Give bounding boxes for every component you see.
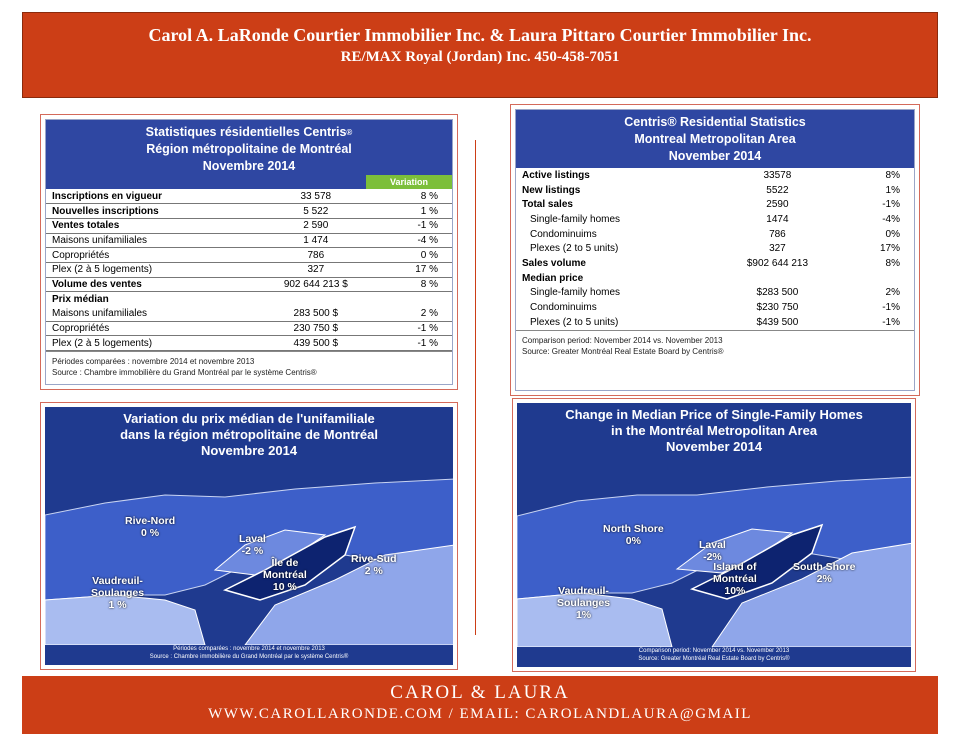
- row-change: -4 %: [380, 233, 452, 248]
- stats-period-fr: Novembre 2014: [202, 159, 296, 173]
- stats-table-en: [516, 168, 914, 330]
- table-row: [516, 286, 914, 301]
- stats-note-source-en: Source: Greater Montréal Real Estate Board by Centris®: [522, 346, 724, 356]
- stats-note-source-fr: Source : Chambre immobilière du Grand Montréal par le système Centris®: [52, 368, 317, 378]
- header-subtitle: RE/MAX Royal (Jordan) Inc. 450-458-7051: [340, 49, 620, 65]
- row-value: 2590: [766, 199, 789, 211]
- stats-subtitle-en: Montreal Metropolitan Area: [634, 132, 796, 146]
- row-value: 786: [252, 248, 380, 263]
- table-row: [516, 212, 914, 227]
- rive-sud-name: Rive-Sud: [351, 553, 397, 565]
- ile-name-line2: Montréal: [263, 569, 307, 581]
- table-row: [46, 307, 452, 322]
- row-label: Median price: [522, 272, 584, 284]
- row-value: 33578: [763, 169, 792, 181]
- divider: [475, 140, 476, 635]
- row-change: 2 %: [380, 307, 452, 322]
- row-label: Plex (2 à 5 logements): [46, 336, 252, 351]
- table-row: [46, 277, 452, 292]
- row-label: Volume des ventes: [46, 277, 252, 292]
- row-label: Plex (2 à 5 logements): [46, 262, 252, 277]
- table-row: [46, 292, 452, 307]
- row-value: 902 644 213 $: [252, 277, 380, 292]
- stats-header-fr: [46, 120, 452, 189]
- row-change: 8%: [885, 257, 900, 269]
- laval-name-en: Laval: [699, 539, 726, 551]
- row-label: Single-family homes: [530, 213, 621, 225]
- row-change: -1 %: [380, 321, 452, 336]
- laval-name: Laval: [239, 533, 266, 545]
- table-row: [516, 271, 914, 286]
- row-value: 786: [769, 228, 786, 240]
- rive-nord-name: Rive-Nord: [125, 515, 176, 527]
- map-panel-en: [512, 398, 916, 672]
- laval-label-en: [699, 539, 726, 563]
- stats-panel-fr: [40, 114, 458, 390]
- row-label: Condominuims: [530, 302, 597, 314]
- map-note-en-source: Source: Greater Montréal Real Estate Board by Centris®: [638, 656, 790, 662]
- footer-names: CAROL & LAURA: [390, 682, 570, 703]
- row-change: [843, 271, 914, 286]
- row-label: Copropriétés: [46, 321, 252, 336]
- variation-label: Variation: [366, 175, 452, 189]
- vaudreuil-label: [91, 575, 144, 611]
- table-row: [516, 183, 914, 198]
- row-label: Copropriétés: [46, 248, 252, 263]
- row-label: Ventes totales: [46, 218, 252, 233]
- vaud-name-line1-en: Vaudreuil-: [558, 585, 609, 597]
- header-title: Carol A. LaRonde Courtier Immobilier Inc. & Laura Pittaro Courtier Immobilier Inc.: [148, 25, 812, 45]
- row-value: 2 590: [252, 218, 380, 233]
- page-footer: [22, 676, 938, 734]
- row-label: Prix médian: [52, 293, 109, 305]
- south-shore-label: [793, 561, 855, 585]
- row-change: -1 %: [380, 218, 452, 233]
- vaud-name-line2: Soulanges: [91, 587, 145, 599]
- map-note-fr-source: Source : Chambre immobilière du Grand Montréal par le système Centris®: [149, 654, 349, 660]
- row-label: Maisons unifamiliales: [46, 307, 252, 322]
- row-change: -1%: [882, 199, 900, 211]
- map-title-fr-line3: Novembre 2014: [200, 443, 298, 458]
- map-note-fr-period: Périodes comparées : novembre 2014 et novembre 2013: [173, 646, 325, 652]
- table-row: [516, 256, 914, 271]
- map-panel-fr: [40, 402, 458, 670]
- row-label: Inscriptions en vigueur: [46, 189, 252, 204]
- map-note-en: [517, 647, 911, 663]
- row-change: 8%: [885, 169, 900, 181]
- row-value: $230 750: [756, 302, 799, 314]
- row-value: $439 500: [756, 316, 799, 328]
- table-row: [46, 189, 452, 204]
- map-title-fr-line1: Variation du prix médian de l'unifamiliale: [123, 411, 375, 426]
- north-pct: 0%: [625, 535, 641, 547]
- table-row: [46, 204, 452, 219]
- south-name: South Shore: [793, 561, 856, 573]
- ile-montreal-label: [263, 557, 307, 593]
- row-change: 17 %: [380, 262, 452, 277]
- row-change: -4%: [882, 213, 900, 225]
- row-value: 327: [252, 262, 380, 277]
- row-value: 33 578: [252, 189, 380, 204]
- row-change: 2%: [885, 287, 900, 299]
- north-shore-label: [603, 523, 664, 547]
- rive-nord-label: [125, 515, 175, 539]
- stats-note-fr: [46, 351, 452, 378]
- stats-note-period-fr: Périodes comparées : novembre 2014 et novembre 2013: [52, 357, 255, 367]
- rive-nord-pct: 0 %: [141, 527, 160, 539]
- row-value: 439 500 $: [252, 336, 380, 351]
- table-row: [516, 197, 914, 212]
- row-label: Condominuims: [530, 228, 597, 240]
- stats-note-en: [516, 330, 914, 357]
- rive-sud-pct: 2 %: [364, 565, 383, 577]
- south-pct: 2%: [816, 573, 832, 585]
- table-row: [46, 262, 452, 277]
- laval-label: [239, 533, 266, 557]
- vaud-name-line2-en: Soulanges: [557, 597, 611, 609]
- table-row: [46, 233, 452, 248]
- registered-mark: ®: [346, 128, 353, 137]
- map-note-en-period: Comparison period: November 2014 vs. November 2013: [638, 648, 790, 654]
- laval-pct: -2 %: [241, 545, 264, 557]
- table-row: [46, 248, 452, 263]
- row-label: Single-family homes: [530, 287, 621, 299]
- row-label: Plexes (2 to 5 units): [530, 243, 619, 255]
- row-change: 1 %: [380, 204, 452, 219]
- table-row: [46, 218, 452, 233]
- table-row: [516, 315, 914, 330]
- row-label: Sales volume: [522, 257, 586, 269]
- rive-sud-label: [351, 553, 397, 577]
- vaud-name-line1: Vaudreuil-: [92, 575, 143, 587]
- row-value: 5522: [766, 184, 789, 196]
- stats-subtitle-fr: Région métropolitaine de Montréal: [146, 142, 352, 156]
- row-value: 230 750 $: [252, 321, 380, 336]
- row-label: Plexes (2 to 5 units): [530, 316, 619, 328]
- row-change: -1 %: [380, 336, 452, 351]
- table-row: [516, 168, 914, 183]
- island-name-line2: Montréal: [713, 573, 757, 585]
- table-row: [46, 336, 452, 351]
- row-label: Nouvelles inscriptions: [46, 204, 252, 219]
- page-header: [22, 12, 938, 98]
- row-value: [712, 271, 842, 286]
- row-change: -1%: [882, 316, 900, 328]
- map-title-fr: [45, 407, 453, 459]
- row-value: [252, 292, 380, 307]
- table-row: [516, 227, 914, 242]
- stats-note-period-en: Comparison period: November 2014 vs. November 2013: [522, 335, 723, 345]
- row-change: 8 %: [380, 189, 452, 204]
- row-value: 1474: [766, 213, 789, 225]
- stats-panel-en: [510, 104, 920, 396]
- stats-title-en: Centris® Residential Statistics: [624, 115, 806, 129]
- ile-pct: 10 %: [272, 581, 297, 593]
- row-value: 283 500 $: [252, 307, 380, 322]
- row-change: 1%: [885, 184, 900, 196]
- map-title-en: [517, 403, 911, 455]
- row-change: -1%: [882, 302, 900, 314]
- table-row: [46, 321, 452, 336]
- footer-contact: WWW.CAROLLARONDE.COM / EMAIL: CAROLANDLAURA@GMAIL: [208, 706, 752, 722]
- stats-header-en: [516, 110, 914, 168]
- row-label: Active listings: [522, 169, 590, 181]
- row-change: 0 %: [380, 248, 452, 263]
- vaud-pct-en: 1%: [575, 609, 592, 621]
- island-pct: 10%: [724, 585, 746, 597]
- row-change: 8 %: [380, 277, 452, 292]
- row-change: 17%: [879, 243, 900, 255]
- vaudreuil-label-en: [557, 585, 610, 621]
- laval-pct-en: -2%: [703, 551, 722, 563]
- island-name-line1: Island of: [713, 561, 757, 573]
- vaud-pct: 1 %: [108, 599, 127, 611]
- map-title-en-line3: November 2014: [665, 439, 763, 454]
- row-change: 0%: [885, 228, 900, 240]
- row-change: [380, 292, 452, 307]
- table-row: [516, 300, 914, 315]
- map-title-en-line1: Change in Median Price of Single-Family Homes: [565, 407, 863, 422]
- ile-name-line1: Île de: [271, 557, 299, 569]
- row-label: Maisons unifamiliales: [46, 233, 252, 248]
- table-row: [516, 241, 914, 256]
- row-label: New listings: [522, 184, 581, 196]
- stats-period-en: November 2014: [668, 149, 762, 163]
- island-label: [713, 561, 757, 597]
- row-value: 5 522: [252, 204, 380, 219]
- map-note-fr: [45, 645, 453, 661]
- stats-table-fr: [46, 189, 452, 351]
- map-title-en-line2: in the Montréal Metropolitan Area: [610, 423, 818, 438]
- row-label: Total sales: [522, 199, 573, 211]
- north-name: North Shore: [603, 523, 664, 535]
- row-value: 327: [769, 243, 786, 255]
- map-title-fr-line2: dans la région métropolitaine de Montréal: [120, 427, 378, 442]
- row-value: 1 474: [252, 233, 380, 248]
- row-value: $283 500: [756, 287, 799, 299]
- row-value: $902 644 213: [746, 257, 808, 269]
- stats-title-fr: Statistiques résidentielles Centris: [145, 125, 347, 139]
